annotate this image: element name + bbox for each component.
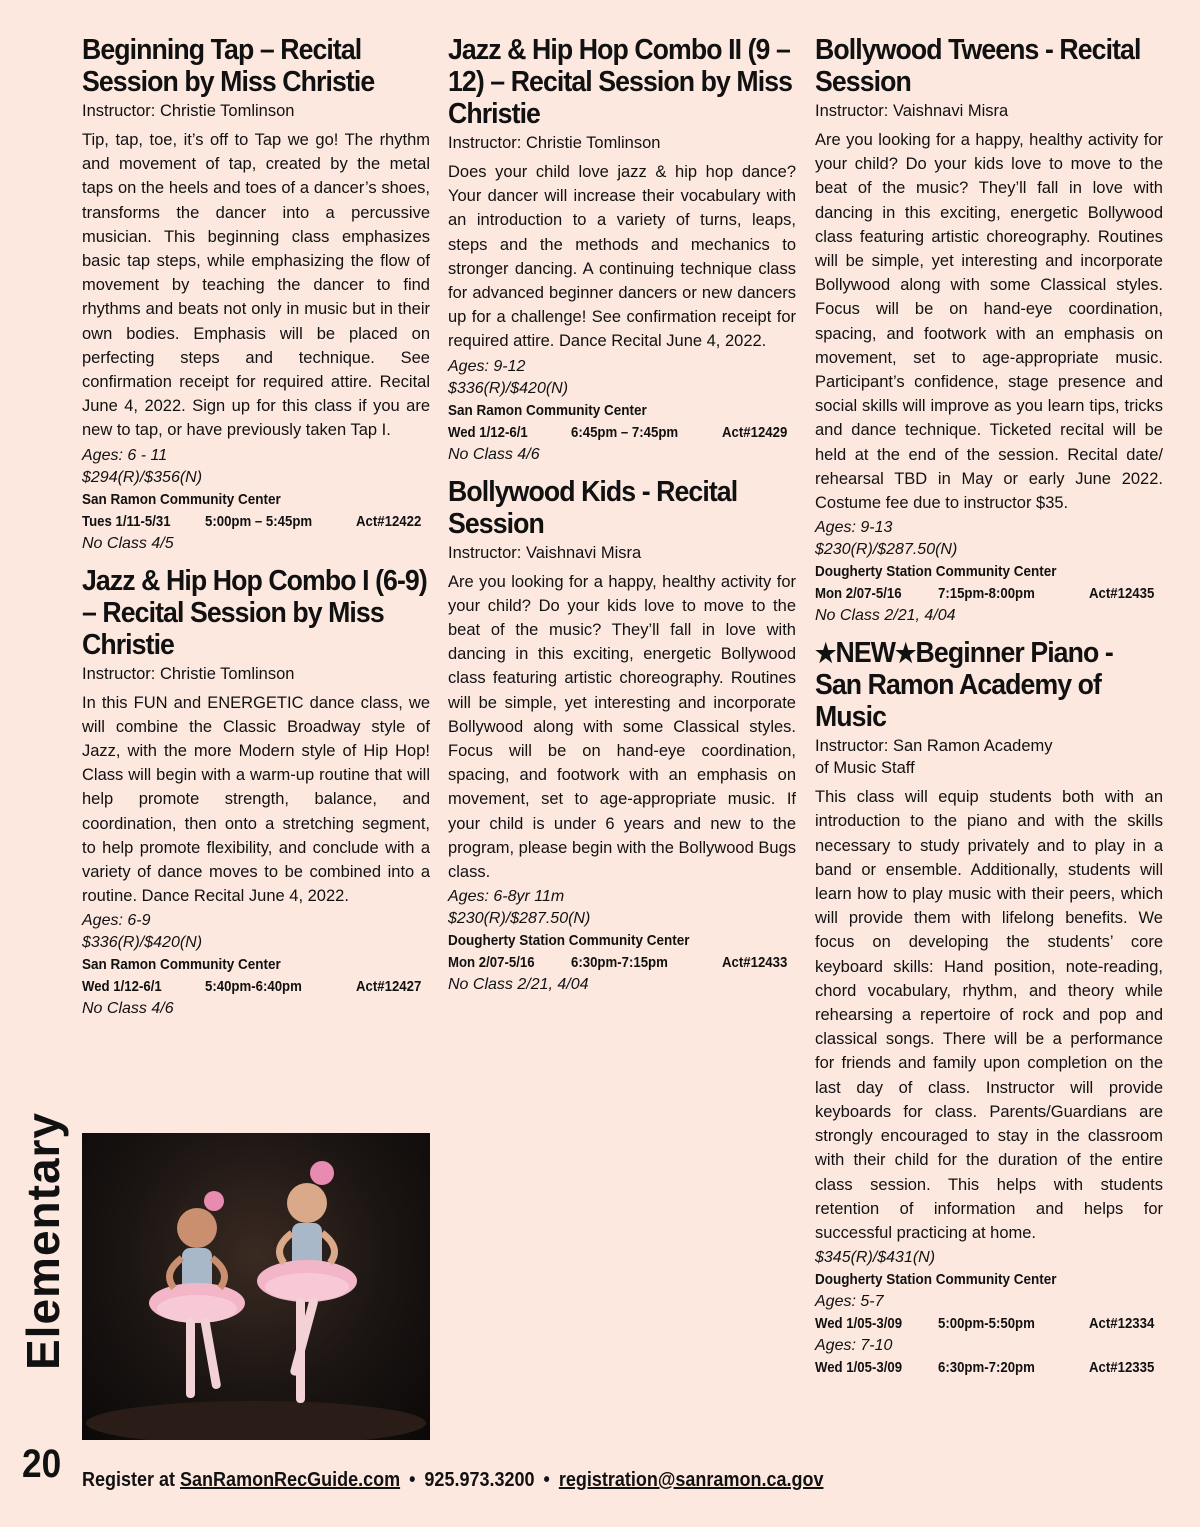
register-prefix: Register at: [82, 1469, 181, 1491]
activity-number: Act#12429: [721, 423, 788, 441]
class-description: Does your child love jazz & hip hop dance? Your dancer will increase their vocabulary with an introduction to a variety of turns, leaps, steps and the methods and mechanics to stronger dancing. A continuing technique class for advanced beginner dancers or new dancers up for a challenge! See confirmation receipt for required attire. Dance Recital June 4, 2022.: [448, 163, 796, 351]
class-title: Jazz & Hip Hop Combo I (6-9) – Recital Session by Miss Christie: [82, 564, 427, 661]
schedule-days: Wed 1/05-3/09: [815, 1359, 903, 1377]
schedule-days: Wed 1/05-3/09: [815, 1315, 903, 1333]
column-right: [815, 34, 1163, 1389]
fee: $345(R)/$431(N): [815, 1249, 936, 1267]
fee: $294(R)/$356(N): [82, 468, 203, 486]
class-listing-beginning-tap: [82, 34, 430, 555]
class-listing-bollywood-kids: [448, 476, 796, 997]
class-title: [815, 637, 1161, 733]
star-icon: ★: [815, 638, 836, 669]
separator: •: [543, 1469, 550, 1491]
instructor: Instructor: Christie Tomlinson: [82, 664, 295, 683]
class-title: Beginning Tap – Recital Session by Miss Christie: [82, 34, 375, 98]
class-description: This class will equip students both with an introduction to the piano and with the skills necessary to study privately and to play in a band or ensemble. Additionally, students will learn how to play music with their peers, which will provide them with lifelong benefits. We focus on developing the students’ core keyboard skills: Hand position, note-reading, chord vocabulary, rhythm, and theory while rehearsing a repertoire of rock and pop and classical songs. There will be a performance for friends and family upon completion on the last day of class. Instructor will provide keyboards for class. Parents/Guardians are strongly encouraged to stay in the classroom with their child for the duration of the entire class session. This helps with students retention of information and helps for successful practicing at home.: [815, 788, 1163, 1242]
fee: $230(R)/$287.50(N): [448, 910, 591, 928]
column-left: [82, 34, 430, 1030]
ages: Ages: 6 - 11: [82, 446, 168, 464]
schedule-days: Mon 2/07-5/16: [448, 954, 535, 972]
no-class-dates: No Class 4/5: [82, 534, 174, 552]
no-class-dates: No Class 4/6: [82, 1000, 174, 1018]
activity-number: Act#12433: [721, 954, 788, 972]
schedule-time: 5:00pm – 5:45pm: [204, 512, 313, 530]
activity-number: Act#12422: [355, 512, 422, 530]
section-side-label: Elementary: [17, 1111, 69, 1370]
class-listing-bollywood-tweens: [815, 34, 1163, 627]
instructor: Instructor: Christie Tomlinson: [82, 102, 295, 120]
location: San Ramon Community Center: [82, 956, 281, 974]
location: San Ramon Community Center: [448, 401, 647, 419]
instructor: Instructor: Vaishnavi Misra: [448, 543, 642, 562]
activity-number: Act#12334: [1088, 1315, 1155, 1333]
location: Dougherty Station Community Center: [815, 563, 1057, 581]
fee: $336(R)/$420(N): [82, 934, 203, 952]
website-link[interactable]: SanRamonRecGuide.com: [180, 1469, 401, 1491]
class-description: Are you looking for a happy, healthy activity for your child? Do your kids love to move to the beat of the music? They’ll fall in love with dancing in this exciting, energetic Bollywood class featuring artistic choreography. Routines will be simple, yet interesting and incorporate Bollywood along with some Classical styles. Focus will be on hand-eye coordination, spacing, and footwork with an emphasis on movement, set to age-appropriate music. Participant’s confidence, stage presence and social skills will improve as you learn tips, tricks and dance technique. Ticketed recital will be held at the end of the session. Recital date/ rehearsal TBD in May or early June 2022. Costume fee due to instructor $35.: [815, 131, 1163, 513]
schedule-days: Wed 1/12-6/1: [82, 978, 162, 996]
activity-number: Act#12435: [1088, 585, 1155, 603]
class-listing-jazz-hip-hop-1: [82, 565, 430, 1021]
class-title: Bollywood Kids - Recital Session: [448, 475, 738, 540]
fee: $230(R)/$287.50(N): [815, 541, 958, 559]
no-class-dates: No Class 2/21, 4/04: [815, 607, 956, 625]
instructor: Instructor: Vaishnavi Misra: [815, 102, 1009, 120]
schedule-time: 7:15pm-8:00pm: [937, 585, 1035, 603]
schedule-days: Tues 1/11-5/31: [82, 512, 171, 530]
phone-number: 925.973.3200: [424, 1469, 535, 1491]
schedule-days: Wed 1/12-6/1: [448, 423, 528, 441]
fee: $336(R)/$420(N): [448, 379, 569, 397]
class-listing-beginner-piano: [815, 637, 1163, 1379]
separator: •: [409, 1469, 416, 1491]
schedule-row: [448, 952, 796, 974]
instructor-line-2: of Music Staff: [815, 759, 915, 778]
instructor-line-1: Instructor: San Ramon Academy: [815, 737, 1053, 756]
schedule-time: 5:40pm-6:40pm: [204, 978, 302, 996]
ages: Ages: 6-8yr 11m: [448, 888, 565, 906]
location: Dougherty Station Community Center: [815, 1271, 1057, 1289]
activity-number: Act#12335: [1088, 1359, 1155, 1377]
schedule-row: [448, 422, 796, 444]
footer-register-line: [82, 1466, 823, 1494]
dancer-left-figure: [149, 1191, 245, 1398]
dancers-photo: [82, 1133, 430, 1440]
class-title-text: Beginner Piano - San Ramon Academy of Music: [815, 637, 1113, 734]
dancer-right-figure: [257, 1161, 357, 1403]
stage-floor: [86, 1401, 426, 1440]
class-description: Are you looking for a happy, healthy activity for your child? Do your kids love to move to the beat of the music? They’ll fall in love with dancing in this exciting, energetic Bollywood class featuring artistic choreography. Routines will be simple, yet interesting and incorporate Bollywood along with some Classical styles. Focus will be on hand-eye coordination, spacing, and footwork with an emphasis on movement, set to age-appropriate music. If your child is under 6 years and new to the program, please begin with the Bollywood Bugs class.: [448, 572, 796, 882]
schedule-row: [815, 1313, 1163, 1335]
class-listing-jazz-hip-hop-2: [448, 34, 796, 466]
ages: Ages: 9-13: [815, 519, 893, 537]
schedule-time: 6:45pm – 7:45pm: [570, 423, 679, 441]
dancers-illustration: [82, 1133, 430, 1440]
schedule-time: 6:30pm-7:20pm: [937, 1359, 1035, 1377]
instructor: Instructor: Christie Tomlinson: [448, 134, 661, 152]
no-class-dates: No Class 2/21, 4/04: [448, 976, 589, 994]
class-description: Tip, tap, toe, it’s off to Tap we go! The rhythm and movement of tap, created by the metal taps on the heels and toes of a dancer’s shoes, transforms the dancer into a percussive musician. This beginning class emphasizes basic tap steps, while emphasizing the flow of movement by teaching the dancer to find rhythms and beats not only in music but in their own bodies. Emphasis will be placed on perfecting steps and technique. See confirmation receipt for required attire. Recital June 4, 2022. Sign up for this class if you are new to tap, or have previously taken Tap I.: [82, 131, 430, 440]
class-title: Jazz & Hip Hop Combo II (9 – 12) – Recital Session by Miss Christie: [448, 34, 793, 130]
no-class-dates: No Class 4/6: [448, 445, 540, 463]
column-middle: [448, 34, 796, 1006]
ages: Ages: 6-9: [82, 912, 151, 930]
ages: Ages: 9-12: [448, 357, 526, 375]
schedule-row: [82, 511, 430, 533]
schedule-row: [82, 976, 430, 998]
schedule-row: [815, 583, 1163, 605]
page-number: 20: [22, 1442, 62, 1486]
ages: Ages: 5-7: [815, 1293, 884, 1311]
ages: Ages: 7-10: [815, 1337, 893, 1355]
star-icon: ★: [895, 638, 916, 669]
new-label: NEW: [835, 637, 896, 670]
schedule-days: Mon 2/07-5/16: [815, 585, 902, 603]
location: San Ramon Community Center: [82, 490, 281, 508]
location: Dougherty Station Community Center: [448, 932, 690, 950]
activity-number: Act#12427: [355, 978, 422, 996]
schedule-time: 6:30pm-7:15pm: [570, 954, 668, 972]
schedule-row: [815, 1357, 1163, 1379]
class-description: In this FUN and ENERGETIC dance class, we will combine the Classic Broadway style of Jazz, with the more Modern style of Hip Hop! Class will begin with a warm-up routine that will help promote strength, balance, and coordination, then onto a stretching segment, to help promote flexibility, and conclude with a variety of dance moves to be combined into a routine. Dance Recital June 4, 2022.: [82, 693, 430, 906]
email-link[interactable]: registration@sanramon.ca.gov: [558, 1469, 824, 1491]
schedule-time: 5:00pm-5:50pm: [937, 1315, 1035, 1333]
class-title: Bollywood Tweens - Recital Session: [815, 34, 1141, 98]
